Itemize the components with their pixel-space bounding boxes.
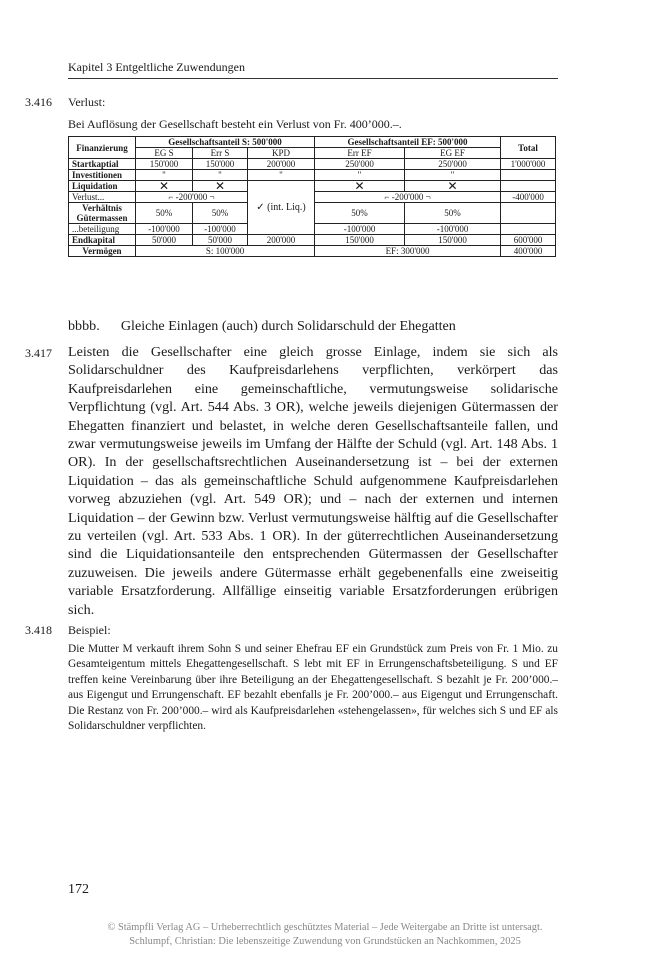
col-eg-ef: EG EF <box>405 148 501 159</box>
page-number: 172 <box>68 882 89 897</box>
table-cell: 150'000 <box>193 159 248 170</box>
subheading-bbbb: bbbb. Gleiche Einlagen (auch) durch Solidarschuld der Ehegatten <box>68 318 456 334</box>
table-row <box>69 235 556 246</box>
row-label: Endkapital <box>69 235 136 246</box>
table-row <box>69 159 556 170</box>
table-cell: 400'000 <box>501 246 556 257</box>
assets-s: S: 100'000 <box>136 246 315 257</box>
table-cell <box>501 203 556 224</box>
col-kpd: KPD <box>248 148 315 159</box>
row-label: Verlust... <box>69 192 136 203</box>
table-cell: 150'000 <box>136 159 193 170</box>
cross-icon: ✕ <box>405 181 501 192</box>
section-text-3-418: Die Mutter M verkauft ihrem Sohn S und seiner Ehefrau EF ein Grundstück zum Preis von Fr. 1 Mio. zu Gesamteigentum mittels Ehegattengesellschaft. S lebt mit EF in Errungenschaftsbeteiligung. S und EF treffen keine Vereinbarung über ihre Beteiligung an der Ehegattengesellschaft. S bezahlt je Fr. 200’000.– aus Eigengut und Errungenschaft. EF bezahlt ebenfalls je Fr. 200’000.– aus Eigengut und Errungenschaft. Die Restanz von Fr. 200’000.– wird als Kaufpreisdarlehen «stehengelassen», für welches sich S und EF als Solidarschuldner verpflichten. <box>68 643 558 733</box>
section-title-verlust: Verlust: <box>68 95 106 109</box>
col-eg-s: EG S <box>136 148 193 159</box>
table-cell: 50'000 <box>136 235 193 246</box>
section-number-3-418: 3.418 <box>25 623 52 637</box>
row-label: Investitionen <box>69 170 136 181</box>
table-cell <box>501 224 556 235</box>
row-label: Vermögen <box>69 246 136 257</box>
table-cell: 200'000 <box>248 159 315 170</box>
table-row <box>69 246 556 257</box>
cross-icon: ✕ <box>315 181 405 192</box>
row-label: Liquidation <box>69 181 136 192</box>
table-cell <box>501 181 556 192</box>
loss-share-ef: ⌐ -200'000 ¬ <box>315 192 501 203</box>
table-row <box>69 181 556 192</box>
assets-ef: EF: 300'000 <box>315 246 501 257</box>
financing-table <box>68 136 556 257</box>
loss-share-s: ⌐ -200'000 ¬ <box>136 192 248 203</box>
col-err-s: Err S <box>193 148 248 159</box>
section-text-3-417: Leisten die Gesellschafter eine gleich grosse Einlage, indem sie sich als Solidarschuldner des Kaufpreisdarlehens verpflichten, verkörpert das Kaufpreisdarlehen eine gemeinschaftliche, vermutungsweise solidarische Verpflichtung (vgl. Art. 544 Abs. 3 OR), welche jeweils diejenigen Gütermassen der Ehegatten finanziert und belastet, in welche deren Gesellschaftsanteile fallen, und zwar vermutungsweise jeweils im Umfang der Hälfte der Schuld (vgl. Art. 148 Abs. 1 OR). In der gesellschaftsrechtlichen Auseinandersetzung ist – bei der externen Liquidation – das als gemeinschaftliche Schuld aufgenommene Kaufpreisdarlehen vorweg abzuziehen (vgl. Art. 549 OR); und – nach der externen und internen Liquidation – der Gewinn bzw. Verlust vermutungsweise hälftig auf die Gesellschafter zu verteilen (vgl. Art. 533 Abs. 1 OR). In der güterrechtlichen Auseinandersetzung sind die Liquidationsanteile den entsprechenden Gütermassen der Gesellschafter zuzuweisen. Die jeweils andere Gütermasse erhält gegebenenfalls eine zweiseitig variable Ersatzforderung. Allfällige einseitig variable Ersatzforderungen erübrigen sich. <box>68 344 558 618</box>
table-cell: 50% <box>193 203 248 224</box>
section-intro-verlust: Bei Auflösung der Gesellschaft besteht ein Verlust von Fr. 400’000.–. <box>68 117 402 131</box>
table-cell: 200'000 <box>248 235 315 246</box>
table-cell: " <box>315 170 405 181</box>
header-anteil-s: Gesellschaftsanteil S: 500'000 <box>136 137 315 148</box>
row-label: Verhältnis Gütermassen <box>69 203 136 224</box>
section-number-3-416: 3.416 <box>25 95 52 109</box>
check-icon: ✓ (int. Liq.) <box>248 181 315 235</box>
table-cell: 150'000 <box>405 235 501 246</box>
table-cell: 50% <box>136 203 193 224</box>
section-title-beispiel: Beispiel: <box>68 623 111 637</box>
table-cell: -100'000 <box>315 224 405 235</box>
table-cell: 1'000'000 <box>501 159 556 170</box>
table-cell: 50% <box>405 203 501 224</box>
table-cell: 250'000 <box>405 159 501 170</box>
running-header: Kapitel 3 Entgeltliche Zuwendungen <box>68 60 558 79</box>
table-cell: -100'000 <box>136 224 193 235</box>
section-number-3-417: 3.417 <box>25 346 52 360</box>
citation-notice: Schlumpf, Christian: Die lebenszeitige Zuwendung von Grundstücken an Nachkommen, 2025 <box>129 936 521 947</box>
table-cell: 150'000 <box>315 235 405 246</box>
table-cell: " <box>405 170 501 181</box>
row-label: Startkaptial <box>69 159 136 170</box>
table-cell: 250'000 <box>315 159 405 170</box>
table-cell: " <box>193 170 248 181</box>
row-label: ...beteiligung <box>69 224 136 235</box>
col-err-ef: Err EF <box>315 148 405 159</box>
cross-icon: ✕ <box>193 181 248 192</box>
table-cell: 50% <box>315 203 405 224</box>
table-cell: -400'000 <box>501 192 556 203</box>
table-cell <box>501 170 556 181</box>
table-cell: " <box>248 170 315 181</box>
copyright-notice: © Stämpfli Verlag AG – Urheberrechtlich geschütztes Material – Jede Weitergabe an Dritte ist untersagt. <box>107 922 543 933</box>
cross-icon: ✕ <box>136 181 193 192</box>
header-anteil-ef: Gesellschaftsanteil EF: 500'000 <box>315 137 501 148</box>
table-cell: -100'000 <box>193 224 248 235</box>
table-row <box>69 170 556 181</box>
table-cell: 50'000 <box>193 235 248 246</box>
table-cell: -100'000 <box>405 224 501 235</box>
header-finanzierung: Finanzierung <box>69 137 136 159</box>
table-cell: 600'000 <box>501 235 556 246</box>
header-total: Total <box>501 137 556 159</box>
table-cell: " <box>136 170 193 181</box>
